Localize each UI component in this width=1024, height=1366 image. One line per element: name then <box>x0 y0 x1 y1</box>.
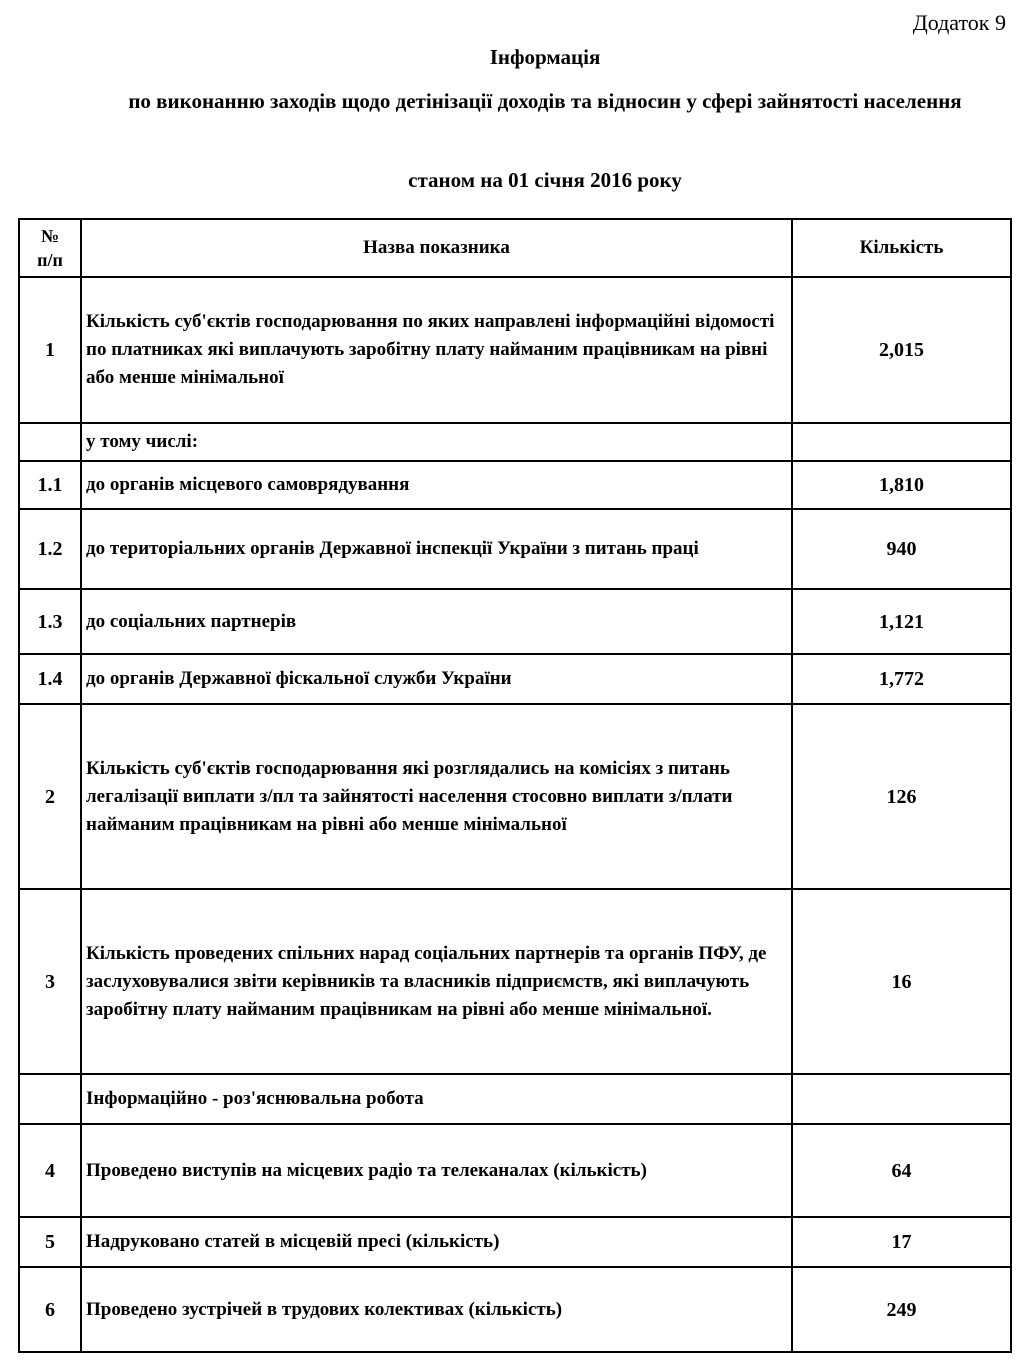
row-number: 4 <box>19 1124 81 1217</box>
row-name: до органів місцевого самоврядування <box>81 461 792 509</box>
table-row <box>19 889 1011 1074</box>
table-row <box>19 654 1011 704</box>
header-number-line1: № <box>40 226 60 246</box>
row-name: Кількість проведених спільних нарад соціальних партнерів та органів ПФУ, де заслуховувалися звіти керівників та власників підприємств, які виплачують заробітну плату найманим працівникам на рівні або менше мінімальної. <box>81 889 792 1074</box>
appendix-label: Додаток 9 <box>912 10 1006 35</box>
row-number: 3 <box>19 889 81 1074</box>
row-number <box>19 423 81 461</box>
row-name: Надруковано статей в місцевій пресі (кількість) <box>81 1217 792 1267</box>
row-quantity: 1,810 <box>792 461 1011 509</box>
row-quantity: 64 <box>792 1124 1011 1217</box>
row-quantity: 126 <box>792 704 1011 889</box>
table-row <box>19 1217 1011 1267</box>
row-quantity: 1,121 <box>792 589 1011 654</box>
table-row <box>19 1074 1011 1124</box>
table-row <box>19 423 1011 461</box>
row-number: 1.3 <box>19 589 81 654</box>
row-quantity: 16 <box>792 889 1011 1074</box>
row-quantity <box>792 423 1011 461</box>
table-row <box>19 509 1011 589</box>
row-name: Кількість суб'єктів господарювання які розглядались на комісіях з питань легалізації виплати з/пл та зайнятості населення стосовно виплати з/плати найманим працівникам на рівні або менше мінімальної <box>81 704 792 889</box>
row-number: 1.2 <box>19 509 81 589</box>
row-number: 1.1 <box>19 461 81 509</box>
table-row <box>19 589 1011 654</box>
row-number: 5 <box>19 1217 81 1267</box>
row-number <box>19 1074 81 1124</box>
header-name: Назва показника <box>81 219 792 277</box>
header-number-line2: п/п <box>37 250 63 270</box>
row-name: Проведено виступів на місцевих радіо та телеканалах (кількість) <box>81 1124 792 1217</box>
table-row <box>19 1267 1011 1352</box>
table-header-row <box>19 219 1011 277</box>
document-date: станом на 01 січня 2016 року <box>408 168 682 192</box>
row-quantity: 940 <box>792 509 1011 589</box>
indicators-table <box>18 218 1012 1353</box>
row-name: до соціальних партнерів <box>81 589 792 654</box>
table-row <box>19 277 1011 423</box>
header-quantity: Кількість <box>792 219 1011 277</box>
row-name: до органів Державної фіскальної служби України <box>81 654 792 704</box>
table-row <box>19 704 1011 889</box>
header-number <box>19 219 81 277</box>
document-title: Інформація <box>489 45 601 69</box>
row-quantity: 2,015 <box>792 277 1011 423</box>
row-quantity: 249 <box>792 1267 1011 1352</box>
row-quantity: 17 <box>792 1217 1011 1267</box>
row-number: 1 <box>19 277 81 423</box>
row-name: Проведено зустрічей в трудових колективах (кількість) <box>81 1267 792 1352</box>
row-name: у тому числі: <box>81 423 792 461</box>
table-row <box>19 461 1011 509</box>
row-number: 1.4 <box>19 654 81 704</box>
row-quantity: 1,772 <box>792 654 1011 704</box>
row-name: до територіальних органів Державної інспекції України з питань праці <box>81 509 792 589</box>
document-subtitle: по виконанню заходів щодо детінізації доходів та відносин у сфері зайнятості населення <box>128 89 962 113</box>
row-number: 6 <box>19 1267 81 1352</box>
row-name: Інформаційно - роз'яснювальна робота <box>81 1074 792 1124</box>
table-row <box>19 1124 1011 1217</box>
row-quantity <box>792 1074 1011 1124</box>
row-number: 2 <box>19 704 81 889</box>
row-name: Кількість суб'єктів господарювання по яких направлені інформаційні відомості по платниках які виплачують заробітну плату найманим працівникам на рівні або менше мінімальної <box>81 277 792 423</box>
